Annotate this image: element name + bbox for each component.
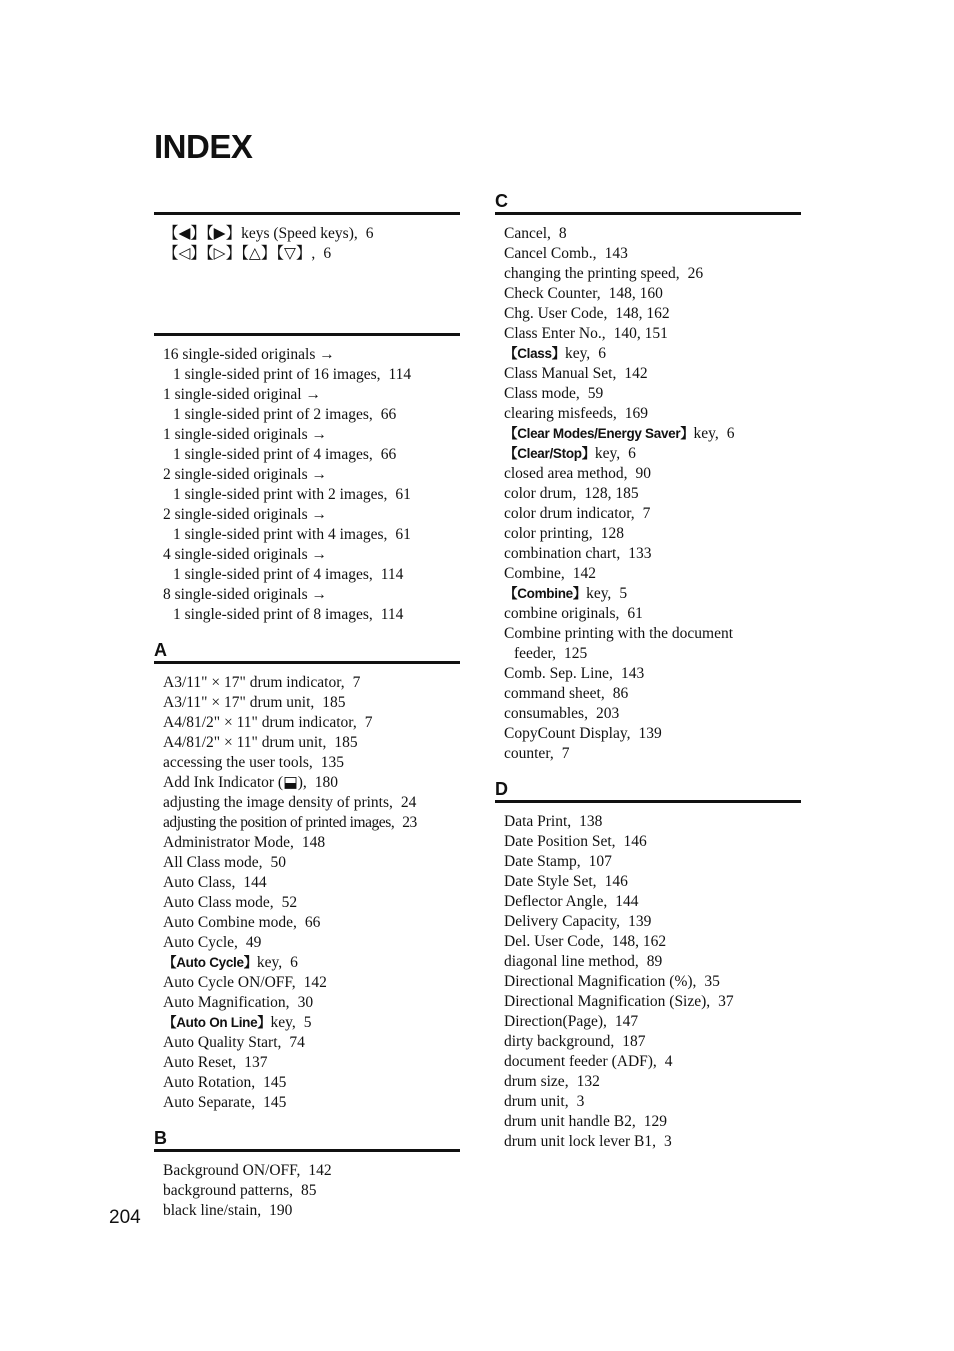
index-entry-add-ink-indicator xyxy=(163,773,460,793)
entry-page-ref: 49 xyxy=(245,934,262,951)
entry-term: 【◁】【▷】【△】【▽】, xyxy=(163,245,316,262)
entry-term: 1 single-sided print of 4 images, xyxy=(173,446,373,463)
entry-page-ref: 169 xyxy=(624,405,649,422)
section-heading xyxy=(154,283,460,333)
entry-term: Chg. User Code, xyxy=(504,305,608,322)
index-entry-keys-speed-keys xyxy=(163,224,460,244)
entry-page-ref: 137 xyxy=(244,1054,268,1071)
entry-term: key, xyxy=(270,1014,296,1031)
index-entry-diagonal-line-method xyxy=(504,952,801,972)
entry-term: Data Print, xyxy=(504,813,572,830)
entry-page-ref: 133 xyxy=(628,545,652,562)
entry-term: dirty background, xyxy=(504,1033,615,1050)
index-entry-a4-81-2-11-drum-unit xyxy=(163,733,460,753)
entry-term: 1 single-sided print of 16 images, xyxy=(173,366,381,383)
entry-page-ref: 7 xyxy=(352,674,361,691)
index-entry-accessing-the-user-tools xyxy=(163,753,460,773)
entry-page-ref: 26 xyxy=(687,265,704,282)
key-name: Auto Cycle xyxy=(176,955,244,970)
entry-term: Del. User Code, xyxy=(504,933,604,950)
entry-page-ref: 7 xyxy=(561,745,570,762)
entry-page-ref: 30 xyxy=(297,994,314,1011)
entry-page-ref: 3 xyxy=(663,1133,672,1150)
index-entry-adjusting-the-position-of-printed-images xyxy=(163,813,460,833)
entry-term: Auto Cycle ON/OFF, xyxy=(163,974,296,991)
entry-term: Background ON/OFF, xyxy=(163,1162,301,1179)
entry-term: Delivery Capacity, xyxy=(504,913,621,930)
entry-page-ref: 148, 160 xyxy=(608,285,663,302)
entry-term: clearing misfeeds, xyxy=(504,405,617,422)
entry-term: All Class mode, xyxy=(163,854,263,871)
index-entry-background-on-off xyxy=(163,1161,460,1181)
entry-page-ref: 145 xyxy=(263,1094,287,1111)
index-entry-date-position-set xyxy=(504,832,801,852)
entry-page-ref: 6 xyxy=(290,954,298,971)
entry-term: Auto Cycle, xyxy=(163,934,238,951)
index-entry-16-single-sided-originals xyxy=(163,345,460,365)
index-entry-auto-class-mode xyxy=(163,893,460,913)
entry-page-ref: 86 xyxy=(612,685,629,702)
entry-term: A4/81/2" × 11" drum unit, xyxy=(163,734,327,751)
index-entry-del-user-code xyxy=(504,932,801,952)
entry-term: 1 single-sided originals → xyxy=(163,426,328,443)
entry-term: CopyCount Display, xyxy=(504,725,631,742)
index-entry-1-single-sided-print-of-4-images xyxy=(163,445,460,465)
key-name: Clear/Stop xyxy=(517,446,582,461)
index-entry-a3-11-17-drum-indicator xyxy=(163,673,460,693)
index-entry-combine-printing-with-the-document xyxy=(504,624,801,644)
entry-term: Auto Rotation, xyxy=(163,1074,256,1091)
entry-term: 1 single-sided print of 2 images, xyxy=(173,406,373,423)
index-entry-a3-11-17-drum-unit xyxy=(163,693,460,713)
entry-term: 1 single-sided print with 4 images, xyxy=(173,526,388,543)
entry-term: key, xyxy=(586,585,612,602)
key-name: Combine xyxy=(517,586,573,601)
entry-term: consumables, xyxy=(504,705,588,722)
key-bracket-close: 】 xyxy=(243,955,257,970)
entry-page-ref: 128 xyxy=(600,525,624,542)
entry-term: Direction(Page), xyxy=(504,1013,607,1030)
index-entry-cancel-comb xyxy=(504,244,801,264)
index-entry-2-single-sided-originals xyxy=(163,505,460,525)
entry-page-ref: 145 xyxy=(263,1074,287,1091)
index-entry-drum-size xyxy=(504,1072,801,1092)
entry-term: key, xyxy=(256,954,283,971)
section-entries xyxy=(495,215,801,764)
entry-term: Auto Class mode, xyxy=(163,894,274,911)
index-entry-comb-sep-line xyxy=(504,664,801,684)
entry-page-ref: 132 xyxy=(576,1073,600,1090)
entry-term: Cancel Comb., xyxy=(504,245,597,262)
key-bracket-open: 【 xyxy=(504,586,518,601)
entry-page-ref: 139 xyxy=(638,725,662,742)
index-entry-dirty-background xyxy=(504,1032,801,1052)
index-section-symbols-0 xyxy=(154,190,460,264)
entry-page-ref: 66 xyxy=(380,406,397,423)
key-bracket-close: 】 xyxy=(572,586,587,601)
index-entry-auto-cycle-on-off xyxy=(163,973,460,993)
entry-term: color drum indicator, xyxy=(504,505,635,522)
index-entry-changing-the-printing-speed xyxy=(504,264,801,284)
page-title: INDEX xyxy=(154,128,253,165)
entry-term: 1 single-sided print of 8 images, xyxy=(173,606,373,623)
index-entry-combine-key xyxy=(504,584,801,604)
key-bracket-open: 【 xyxy=(163,1015,177,1030)
entry-term: Combine printing with the document xyxy=(504,625,734,642)
entry-term: 2 single-sided originals → xyxy=(163,506,328,523)
index-column-right xyxy=(495,190,801,1152)
key-bracket-close: 】 xyxy=(257,1015,271,1030)
entry-term: drum unit, xyxy=(504,1093,569,1110)
entry-page-ref: 5 xyxy=(619,585,628,602)
entry-term: combine originals, xyxy=(504,605,620,622)
index-entry-1-single-sided-print-of-8-images xyxy=(163,605,460,625)
index-entry-delivery-capacity xyxy=(504,912,801,932)
entry-term: document feeder (ADF), xyxy=(504,1053,657,1070)
entry-page-ref: 114 xyxy=(380,566,404,583)
index-entry-combine-originals xyxy=(504,604,801,624)
index-column-left xyxy=(154,190,460,1221)
entry-page-ref: 142 xyxy=(624,365,648,382)
entry-page-ref: 140, 151 xyxy=(613,325,668,342)
entry-page-ref: 142 xyxy=(572,565,596,582)
entry-term: key, xyxy=(693,425,719,442)
entry-page-ref: 66 xyxy=(380,446,397,463)
entry-term: black line/stain, xyxy=(163,1202,262,1219)
index-entry-auto-cycle xyxy=(163,933,460,953)
index-entry-copycount-display xyxy=(504,724,801,744)
entry-page-ref: 203 xyxy=(595,705,620,722)
entry-page-ref: 143 xyxy=(604,245,628,262)
key-bracket-open: 【 xyxy=(504,346,518,361)
entry-term: Add Ink Indicator (⬓), xyxy=(163,774,307,791)
entry-page-ref: 6 xyxy=(323,245,332,262)
entry-term: Auto Quality Start, xyxy=(163,1034,282,1051)
key-name: Clear Modes/Energy Saver xyxy=(517,426,681,441)
index-section-b xyxy=(154,1127,460,1221)
index-entry-clearing-misfeeds xyxy=(504,404,801,424)
index-entry-feeder xyxy=(504,644,801,664)
entry-page-ref: 144 xyxy=(243,874,267,891)
section-entries xyxy=(154,1152,460,1221)
entry-page-ref: 129 xyxy=(643,1113,667,1130)
index-entry-auto-class xyxy=(163,873,460,893)
entry-page-ref: 114 xyxy=(380,606,404,623)
index-entry-adjusting-the-image-density-of-prints xyxy=(163,793,460,813)
entry-page-ref: 185 xyxy=(334,734,358,751)
entry-page-ref: 125 xyxy=(563,645,588,662)
index-entry-1-single-sided-print-of-2-images xyxy=(163,405,460,425)
entry-term: key, xyxy=(564,345,591,362)
entry-page-ref: 185 xyxy=(322,694,346,711)
entry-page-ref: 138 xyxy=(579,813,603,830)
entry-term: key, xyxy=(594,445,621,462)
entry-page-ref: 89 xyxy=(646,953,663,970)
index-entry-auto-combine-mode xyxy=(163,913,460,933)
key-bracket-open: 【 xyxy=(504,426,518,441)
entry-term: A4/81/2" × 11" drum indicator, xyxy=(163,714,357,731)
section-heading: A xyxy=(154,640,167,660)
key-bracket-close: 】 xyxy=(581,446,595,461)
index-entry-all-class-mode xyxy=(163,853,460,873)
index-entry-directional-magnification-size xyxy=(504,992,801,1012)
entry-page-ref: 23 xyxy=(402,814,417,831)
entry-page-ref: 3 xyxy=(576,1093,585,1110)
index-entry-consumables xyxy=(504,704,801,724)
entry-term: 16 single-sided originals → xyxy=(163,346,335,363)
index-entry-entry xyxy=(163,244,460,264)
entry-term: 【◀】【▶】keys (Speed keys), xyxy=(163,225,358,242)
entry-term: Check Counter, xyxy=(504,285,601,302)
entry-term: Comb. Sep. Line, xyxy=(504,665,613,682)
entry-term: 4 single-sided originals → xyxy=(163,546,328,563)
index-entry-counter xyxy=(504,744,801,764)
index-entry-4-single-sided-originals xyxy=(163,545,460,565)
index-entry-a4-81-2-11-drum-indicator xyxy=(163,713,460,733)
entry-page-ref: 142 xyxy=(308,1162,332,1179)
index-entry-2-single-sided-originals xyxy=(163,465,460,485)
entry-page-ref: 114 xyxy=(388,366,412,383)
entry-page-ref: 61 xyxy=(395,526,411,543)
entry-page-ref: 61 xyxy=(627,605,643,622)
index-section-symbols-1 xyxy=(154,283,460,625)
index-entry-auto-reset xyxy=(163,1053,460,1073)
entry-term: Auto Separate, xyxy=(163,1094,256,1111)
entry-term: drum size, xyxy=(504,1073,569,1090)
index-entry-auto-quality-start xyxy=(163,1033,460,1053)
index-entry-auto-rotation xyxy=(163,1073,460,1093)
entry-page-ref: 90 xyxy=(635,465,652,482)
entry-term: color printing, xyxy=(504,525,593,542)
index-entry-color-drum-indicator xyxy=(504,504,801,524)
index-entry-1-single-sided-originals xyxy=(163,425,460,445)
index-entry-color-drum xyxy=(504,484,801,504)
entry-term: drum unit lock lever B1, xyxy=(504,1133,656,1150)
entry-page-ref: 24 xyxy=(400,794,417,811)
index-entry-direction-page xyxy=(504,1012,801,1032)
entry-term: Combine, xyxy=(504,565,565,582)
index-entry-drum-unit xyxy=(504,1092,801,1112)
entry-term: Directional Magnification (%), xyxy=(504,973,697,990)
entry-term: Class mode, xyxy=(504,385,580,402)
entry-page-ref: 7 xyxy=(364,714,373,731)
entry-term: Deflector Angle, xyxy=(504,893,608,910)
index-entry-class-manual-set xyxy=(504,364,801,384)
entry-page-ref: 147 xyxy=(614,1013,639,1030)
entry-term: Auto Reset, xyxy=(163,1054,237,1071)
entry-page-ref: 6 xyxy=(628,445,636,462)
entry-term: accessing the user tools, xyxy=(163,754,313,771)
entry-term: Directional Magnification (Size), xyxy=(504,993,711,1010)
entry-page-ref: 37 xyxy=(718,993,734,1010)
section-heading xyxy=(154,190,460,212)
key-bracket-close: 】 xyxy=(680,426,694,441)
entry-page-ref: 6 xyxy=(726,425,735,442)
key-bracket-open: 【 xyxy=(163,955,177,970)
index-entry-deflector-angle xyxy=(504,892,801,912)
index-entry-date-stamp xyxy=(504,852,801,872)
index-entry-administrator-mode xyxy=(163,833,460,853)
entry-term: feeder, xyxy=(514,645,556,662)
index-entry-combine xyxy=(504,564,801,584)
entry-page-ref: 50 xyxy=(270,854,286,871)
index-entry-command-sheet xyxy=(504,684,801,704)
entry-page-ref: 6 xyxy=(598,345,606,362)
index-entry-background-patterns xyxy=(163,1181,460,1201)
entry-page-ref: 128, 185 xyxy=(584,485,639,502)
entry-page-ref: 146 xyxy=(623,833,647,850)
index-section-c xyxy=(495,190,801,764)
entry-term: A3/11" × 17" drum unit, xyxy=(163,694,315,711)
entry-page-ref: 148 xyxy=(301,834,326,851)
index-section-d xyxy=(495,778,801,1152)
section-heading: B xyxy=(154,1128,167,1148)
entry-term: 1 single-sided print with 2 images, xyxy=(173,486,388,503)
entry-term: background patterns, xyxy=(163,1182,293,1199)
entry-term: Class Enter No., xyxy=(504,325,606,342)
entry-page-ref: 180 xyxy=(314,774,339,791)
entry-page-ref: 66 xyxy=(304,914,321,931)
entry-page-ref: 5 xyxy=(303,1014,312,1031)
entry-page-ref: 187 xyxy=(622,1033,646,1050)
entry-term: combination chart, xyxy=(504,545,621,562)
entry-term: command sheet, xyxy=(504,685,605,702)
key-name: Class xyxy=(517,346,552,361)
index-entry-black-line-stain xyxy=(163,1201,460,1221)
entry-page-ref: 59 xyxy=(587,385,604,402)
index-entry-1-single-sided-print-of-16-images xyxy=(163,365,460,385)
entry-page-ref: 139 xyxy=(628,913,652,930)
entry-term: counter, xyxy=(504,745,554,762)
entry-term: Class Manual Set, xyxy=(504,365,617,382)
entry-term: Date Position Set, xyxy=(504,833,616,850)
index-entry-cancel xyxy=(504,224,801,244)
page-number: 204 xyxy=(109,1207,141,1228)
entry-page-ref: 7 xyxy=(642,505,651,522)
entry-page-ref: 74 xyxy=(289,1034,305,1051)
index-entry-auto-cycle-key xyxy=(163,953,460,973)
key-bracket-open: 【 xyxy=(504,446,518,461)
index-section-a xyxy=(154,639,460,1113)
index-entry-clear-stop-key xyxy=(504,444,801,464)
section-entries xyxy=(154,664,460,1113)
index-entry-class-enter-no xyxy=(504,324,801,344)
index-entry-chg-user-code xyxy=(504,304,801,324)
entry-term: diagonal line method, xyxy=(504,953,639,970)
index-entry-document-feeder-adf xyxy=(504,1052,801,1072)
index-entry-check-counter xyxy=(504,284,801,304)
entry-term: color drum, xyxy=(504,485,577,502)
entry-term: 2 single-sided originals → xyxy=(163,466,328,483)
entry-page-ref: 135 xyxy=(320,754,345,771)
index-entry-class-key xyxy=(504,344,801,364)
entry-term: 8 single-sided originals → xyxy=(163,586,328,603)
index-entry-auto-on-line-key xyxy=(163,1013,460,1033)
entry-term: A3/11" × 17" drum indicator, xyxy=(163,674,345,691)
entry-term: 1 single-sided print of 4 images, xyxy=(173,566,373,583)
entry-term: drum unit handle B2, xyxy=(504,1113,636,1130)
section-heading: C xyxy=(495,191,508,211)
index-entry-drum-unit-lock-lever-b1 xyxy=(504,1132,801,1152)
index-entry-1-single-sided-print-of-4-images xyxy=(163,565,460,585)
index-entry-clear-modes-energy-saver-key xyxy=(504,424,801,444)
index-entry-data-print xyxy=(504,812,801,832)
index-entry-1-single-sided-original xyxy=(163,385,460,405)
entry-page-ref: 61 xyxy=(395,486,411,503)
entry-page-ref: 85 xyxy=(301,1182,317,1199)
entry-term: Date Stamp, xyxy=(504,853,581,870)
entry-term: 1 single-sided original → xyxy=(163,386,321,403)
index-entry-drum-unit-handle-b2 xyxy=(504,1112,801,1132)
entry-page-ref: 6 xyxy=(365,225,374,242)
entry-term: Auto Class, xyxy=(163,874,236,891)
entry-term: adjusting the image density of prints, xyxy=(163,794,393,811)
entry-page-ref: 148, 162 xyxy=(615,305,670,322)
section-heading: D xyxy=(495,779,508,799)
section-entries xyxy=(154,336,460,625)
entry-page-ref: 144 xyxy=(615,893,639,910)
entry-term: adjusting the position of printed images, xyxy=(163,814,395,831)
index-entry-1-single-sided-print-with-2-images xyxy=(163,485,460,505)
section-entries xyxy=(495,803,801,1152)
entry-term: Date Style Set, xyxy=(504,873,597,890)
index-entry-closed-area-method xyxy=(504,464,801,484)
section-entries xyxy=(154,215,460,264)
key-name: Auto On Line xyxy=(176,1015,258,1030)
index-entry-directional-magnification xyxy=(504,972,801,992)
entry-page-ref: 8 xyxy=(558,225,567,242)
index-entry-auto-magnification xyxy=(163,993,460,1013)
entry-term: Administrator Mode, xyxy=(163,834,294,851)
entry-term: Cancel, xyxy=(504,225,551,242)
entry-page-ref: 148, 162 xyxy=(611,933,667,950)
entry-page-ref: 52 xyxy=(281,894,298,911)
index-entry-auto-separate xyxy=(163,1093,460,1113)
entry-page-ref: 146 xyxy=(604,873,628,890)
entry-page-ref: 142 xyxy=(303,974,327,991)
entry-page-ref: 35 xyxy=(704,973,720,990)
entry-term: changing the printing speed, xyxy=(504,265,680,282)
entry-term: Auto Magnification, xyxy=(163,994,290,1011)
index-entry-8-single-sided-originals xyxy=(163,585,460,605)
index-entry-class-mode xyxy=(504,384,801,404)
index-entry-combination-chart xyxy=(504,544,801,564)
entry-page-ref: 190 xyxy=(269,1202,293,1219)
entry-page-ref: 4 xyxy=(664,1053,673,1070)
key-bracket-close: 】 xyxy=(551,346,565,361)
entry-term: Auto Combine mode, xyxy=(163,914,297,931)
entry-page-ref: 107 xyxy=(588,853,612,870)
entry-page-ref: 143 xyxy=(620,665,645,682)
index-entry-1-single-sided-print-with-4-images xyxy=(163,525,460,545)
index-entry-color-printing xyxy=(504,524,801,544)
entry-term: closed area method, xyxy=(504,465,628,482)
index-entry-date-style-set xyxy=(504,872,801,892)
